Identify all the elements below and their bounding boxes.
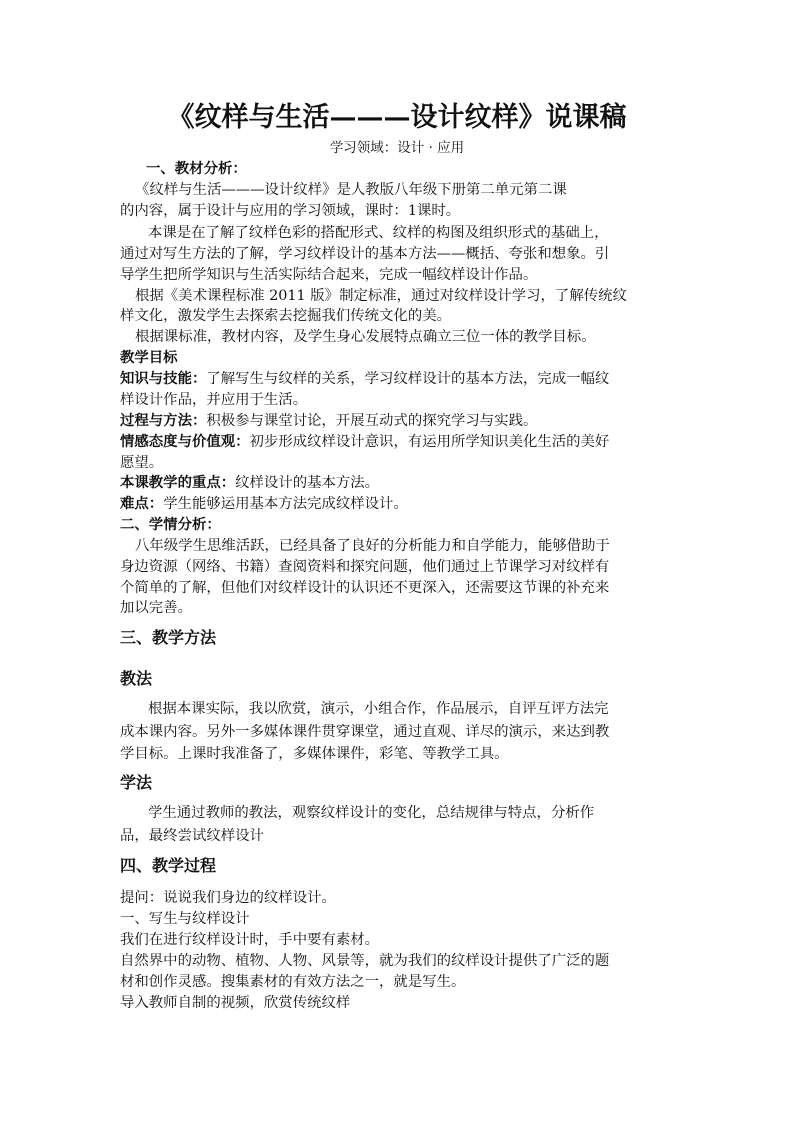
- goal-attitude: [120, 432, 609, 452]
- teach-method-heading: 教法: [120, 669, 153, 688]
- learn-line1: 学生通过教师的教法，观察纹样设计的变化，总结规律与特点，分析作: [148, 805, 595, 821]
- s2-line4: 加以完善。: [120, 600, 192, 616]
- goal-knowledge-line2: 样设计作品，并应用于生活。: [120, 392, 308, 408]
- difficult-point-text: 学生能够运用基本方法完成纹样设计。: [163, 496, 408, 512]
- section-2-heading: 二、学情分析：: [120, 516, 221, 533]
- process-line3: 我们在进行纹样设计时，手中要有素材。: [120, 932, 380, 948]
- s1-p3-line2: 样文化，激发学生去探索去挖掘我们传统文化的美。: [120, 308, 451, 324]
- section-3-heading: 三、教学方法: [120, 628, 217, 647]
- s1-p2-line3: 导学生把所学知识与生活实际结合起来，完成一幅纹样设计作品。: [120, 267, 538, 283]
- s2-line2: 身边资源（网络、书籍）查阅资料和探究问题，他们通过上节课学习对纹样有: [120, 559, 610, 575]
- goals-heading: 教学目标: [120, 349, 178, 366]
- s1-p2-line1: 本课是在了解了纹样色彩的搭配形式、纹样的构图及组织形式的基础上，: [148, 225, 609, 241]
- teach-line3: 学目标。上课时我准备了，多媒体课件，彩笔、等教学工具。: [120, 746, 509, 762]
- s1-p2-line2: 通过对写生方法的了解，学习纹样设计的基本方法——概括、夸张和想象。引: [120, 246, 610, 262]
- teach-line2: 成本课内容。另外一多媒体课件贯穿课堂，通过直观、详尽的演示，来达到教: [120, 724, 610, 740]
- s1-p1-line2: 的内容，属于设计与应用的学习领域，课时：1课时。: [120, 203, 461, 219]
- goal-process: [120, 411, 537, 431]
- goal-knowledge-text: 了解写生与纹样的关系，学习纹样设计的基本方法，完成一幅纹: [206, 371, 610, 387]
- process-line1: 提问：说说我们身边的纹样设计。: [120, 890, 336, 906]
- s1-p4: 根据课标准，教材内容，及学生身心发展特点确立三位一体的教学目标。: [135, 329, 596, 345]
- key-point: [120, 473, 379, 493]
- goal-knowledge: [120, 369, 609, 389]
- process-line4: 自然界中的动物、植物、人物、风景等，就为我们的纹样设计提供了广泛的题: [120, 953, 610, 969]
- page-title: 《纹样与生活———设计纹样》说课稿: [167, 102, 627, 133]
- goal-process-label: 过程与方法：: [120, 412, 207, 429]
- process-line6: 导入教师自制的视频，欣赏传统纹样: [120, 995, 351, 1011]
- goal-attitude-line2: 愿望。: [120, 455, 164, 471]
- s2-line1: 八年级学生思维活跃，已经具备了良好的分析能力和自学能力，能够借助于: [135, 538, 610, 554]
- goal-process-text: 积极参与课堂讨论，开展互动式的探究学习与实践。: [206, 413, 538, 429]
- teach-line1: 根据本课实际，我以欣赏，演示，小组合作，作品展示，自评互评方法完: [148, 701, 609, 717]
- key-point-text: 纹样设计的基本方法。: [235, 475, 380, 491]
- process-line2: 一、写生与纹样设计: [120, 911, 250, 927]
- goal-attitude-label: 情感态度与价值观：: [120, 433, 250, 450]
- difficult-point-label: 难点：: [120, 495, 164, 512]
- s1-p1-line1: 《纹样与生活———设计纹样》是人教版八年级下册第二单元第二课: [135, 182, 567, 198]
- s1-p3-line1: 根据《美术课程标准 2011 版》制定标准，通过对纹样设计学习，了解传统纹: [135, 288, 627, 304]
- page-subtitle: 学习领域：设计 · 应用: [329, 140, 465, 156]
- goal-knowledge-label: 知识与技能：: [120, 370, 207, 387]
- learn-method-heading: 学法: [120, 773, 153, 792]
- key-point-label: 本课教学的重点：: [120, 474, 236, 491]
- difficult-point: [120, 494, 408, 514]
- learn-line2: 品，最终尝试纹样设计: [120, 828, 264, 844]
- process-line5: 材和创作灵感。搜集素材的有效方法之一，就是写生。: [120, 974, 466, 990]
- goal-attitude-text: 初步形成纹样设计意识，有运用所学知识美化生活的美好: [249, 434, 610, 450]
- s2-line3: 个简单的了解，但他们对纹样设计的认识还不更深入，还需要这节课的补充来: [120, 580, 610, 596]
- section-1-heading: 一、教材分析：: [146, 160, 247, 177]
- section-4-heading: 四、教学过程: [120, 856, 217, 875]
